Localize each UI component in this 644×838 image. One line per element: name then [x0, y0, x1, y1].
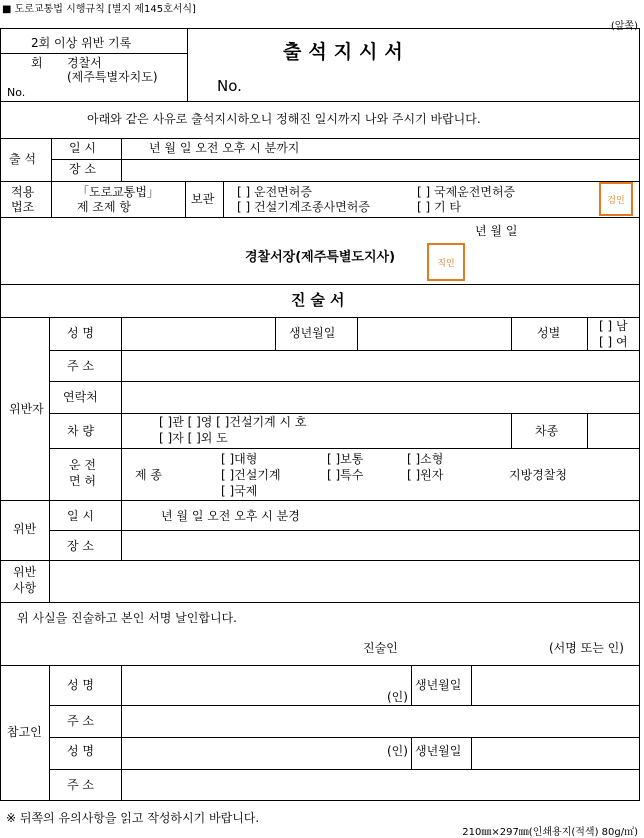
repeat-record-label: 2회 이상 위반 기록	[31, 36, 132, 50]
vehicle-label: 차 량	[67, 424, 94, 438]
reference-label: 참고인	[7, 725, 42, 739]
license-large[interactable]: [ ]대형	[221, 452, 258, 466]
custody-label: 보관	[191, 192, 215, 206]
attend-datetime-label: 일 시	[69, 141, 96, 155]
sex-female-option[interactable]: [ ] 여	[599, 335, 628, 349]
serial-no-left: No.	[7, 86, 26, 99]
license-construction[interactable]: [ ]건설기계	[221, 468, 281, 482]
police-chief-label: 경찰서장(제주특별도지사)	[245, 250, 396, 265]
times-label: 회	[31, 56, 43, 70]
official-seal-stamp: 직인	[427, 243, 465, 281]
applied-law-label-2: 법조	[11, 200, 35, 214]
police-station-label: 경찰서	[67, 56, 102, 70]
attend-datetime-value[interactable]: 년 월 일 오전 오후 시 분까지	[149, 141, 300, 155]
ref1-birth-label: 생년월일	[415, 678, 462, 692]
violation-place-label: 장 소	[67, 539, 94, 553]
ref1-name-label: 성 명	[67, 678, 94, 692]
affirmation-text: 위 사실을 진술하고 본인 서명 날인합니다.	[17, 611, 237, 625]
issue-date-line[interactable]: 년 월 일	[475, 224, 518, 238]
statement-title: 진술서	[291, 291, 350, 309]
vehicle-row-2[interactable]: [ ]자 [ ]외 도	[159, 431, 228, 445]
custody-construction-license[interactable]: [ ] 건설기계조종사면허증	[237, 200, 370, 214]
check-seal-stamp: 검인	[599, 182, 633, 216]
license-label-1: 운 전	[69, 458, 96, 472]
violator-name-label: 성 명	[67, 326, 94, 340]
violator-birth-label: 생년월일	[289, 326, 336, 340]
violator-sex-label: 성별	[537, 326, 561, 340]
ref1-address-label: 주 소	[67, 714, 94, 728]
violator-contact-label: 연락처	[63, 390, 98, 404]
license-class[interactable]: 제 종	[135, 468, 162, 482]
license-small[interactable]: [ ]소형	[407, 452, 444, 466]
paper-spec: 210㎜×297㎜(인쇄용지(적색) 80g/㎡)	[462, 827, 638, 838]
license-special[interactable]: [ ]특수	[327, 468, 364, 482]
declarant-sign-label: (서명 또는 인)	[549, 641, 624, 655]
request-text: 아래와 같은 사유로 출석지시하오니 정해진 일시까지 나와 주시기 바랍니다.	[87, 112, 481, 126]
violation-datetime-label: 일 시	[67, 509, 94, 523]
declarant-label: 진술인	[363, 641, 398, 655]
license-label-2: 면 허	[69, 474, 96, 488]
violation-label: 위반	[13, 522, 37, 536]
ref1-seal[interactable]: (인)	[387, 690, 408, 704]
law-article[interactable]: 제 조제 항	[77, 200, 131, 214]
front-side-mark: (앞쪽)	[610, 21, 638, 32]
applied-law-label-1: 적용	[11, 185, 35, 199]
summons-title: 출석지시서	[283, 41, 410, 63]
jeju-label: (제주특별자치도)	[67, 70, 158, 84]
ref2-name-label: 성 명	[67, 744, 94, 758]
vehicle-type-label: 차종	[535, 424, 559, 438]
law-name: 「도로교통법」	[77, 185, 159, 199]
violation-datetime-value[interactable]: 년 월 일 오전 오후 시 분경	[161, 509, 300, 523]
sex-male-option[interactable]: [ ] 남	[599, 319, 628, 333]
form-frame	[0, 28, 640, 801]
attend-place-label: 장 소	[69, 162, 96, 176]
form-reference: ■ 도로교통법 시행규칙 [별지 제145호서식]	[2, 4, 196, 15]
serial-no-right: No.	[217, 77, 242, 95]
violation-detail-label-2: 사항	[13, 581, 37, 595]
license-international[interactable]: [ ]국제	[221, 484, 258, 498]
footer-note: ※ 뒤쪽의 유의사항을 읽고 작성하시기 바랍니다.	[6, 811, 260, 825]
ref2-seal[interactable]: (인)	[387, 744, 408, 758]
attendance-label: 출 석	[9, 152, 36, 166]
violator-address-label: 주 소	[67, 359, 94, 373]
violation-detail-label-1: 위반	[13, 565, 37, 579]
ref2-birth-label: 생년월일	[415, 744, 462, 758]
vehicle-row-1[interactable]: [ ]관 [ ]영 [ ]건설기계 시 호	[159, 415, 307, 429]
license-regular[interactable]: [ ]보통	[327, 452, 364, 466]
violator-label: 위반자	[9, 402, 44, 416]
ref2-address-label: 주 소	[67, 778, 94, 792]
license-motorbike[interactable]: [ ]원자	[407, 468, 444, 482]
custody-intl-license[interactable]: [ ] 국제운전면허증	[417, 185, 516, 199]
license-agency: 지방경찰청	[509, 468, 567, 482]
custody-other[interactable]: [ ] 기 타	[417, 200, 461, 214]
custody-driver-license[interactable]: [ ] 운전면허증	[237, 185, 312, 199]
